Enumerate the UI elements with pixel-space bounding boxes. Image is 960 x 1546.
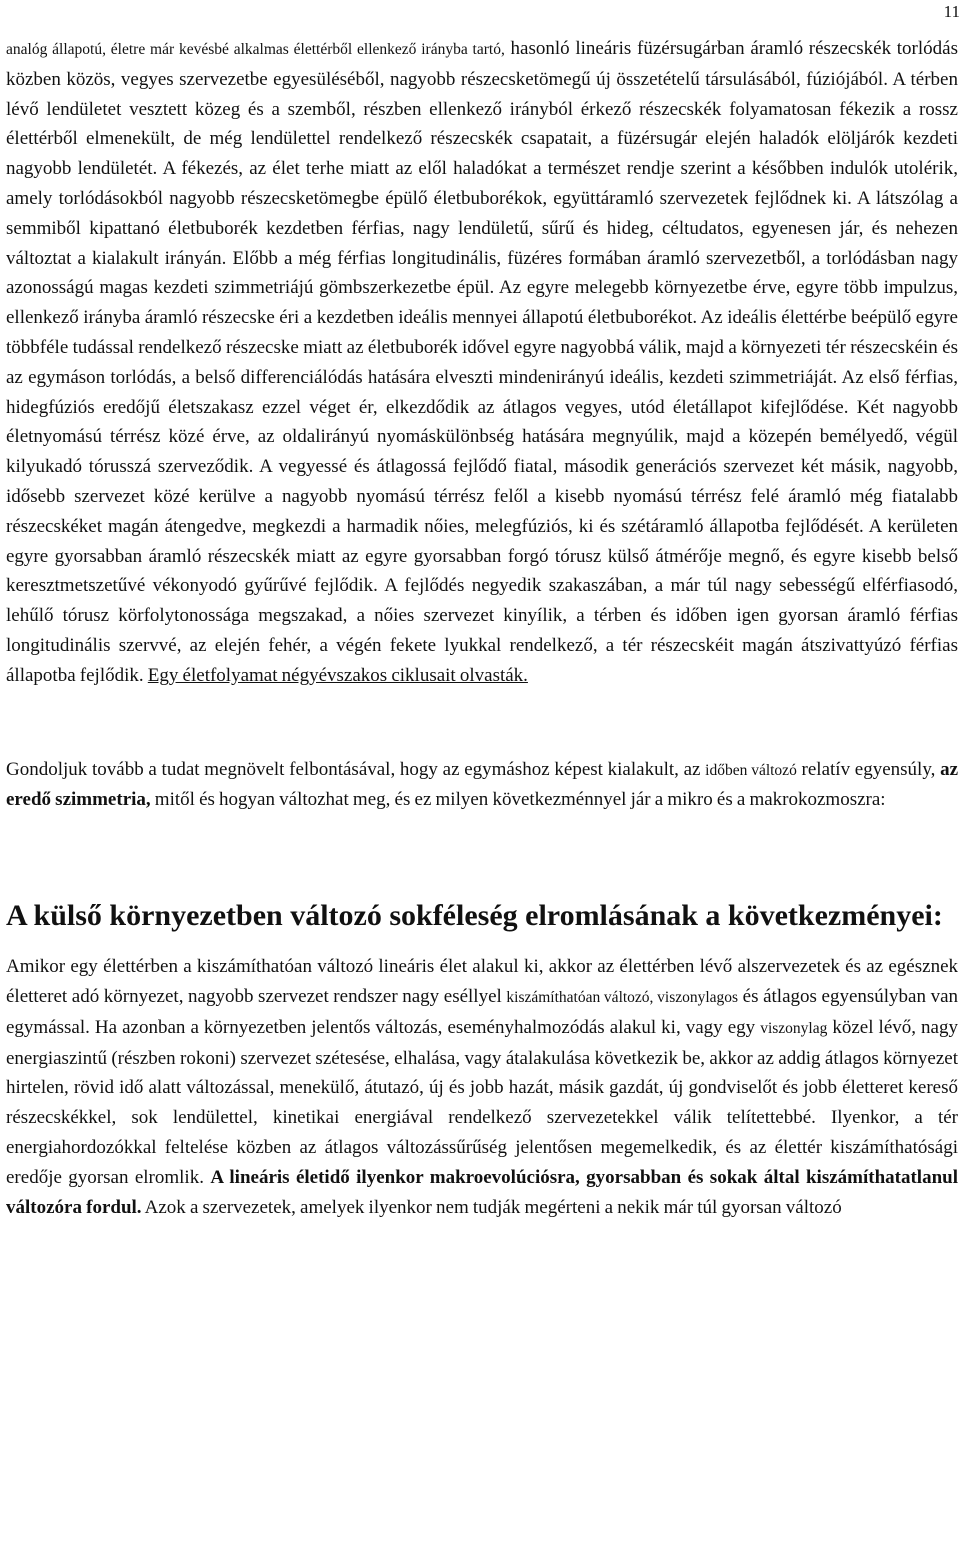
spacer <box>6 815 958 897</box>
underlined-sentence: Egy életfolyamat négyévszakos ciklusait olvasták. <box>147 664 528 686</box>
paragraph-text: közel lévő, nagy energiaszintű (részben rokoni) szervezet szétesése, elhalása, vagy átalakulása következik be, akkor az addig átlagos környezet hirtelen, rövid idő alatt változással, menekülő, átutazó, új és jobb hazát, másik gazdát, új gondviselőt és jobb életteret kereső részecskékkel, sok lendülettel, kinetikai energiával rendelkező szervezetekkel válik telítettebbé. Ilyenkor, a tér energiahordozókkal feltelése közben az átlagos változássűrűség jelentősen megemelkedik, és az élettér kiszámíthatósági eredője gyorsan elromlik. <box>6 1016 958 1188</box>
small-text: viszonylag <box>760 1019 828 1037</box>
spacer <box>6 691 958 755</box>
paragraph-text: és átlagos egyensúlyban van egymással. Ha azonban a környezetben jelentős változás, eseményhalmozódás alakul ki, vagy egy <box>6 985 958 1038</box>
paragraph-text: relatív egyensúly, <box>796 758 941 780</box>
paragraph-lead-small: analóg állapotú, életre már kevésbé alkalmas élettérből ellenkező irányba tartó, <box>6 41 505 58</box>
paragraph-text: Azok a szervezetek, amelyek ilyenkor nem tudják megérteni a nekik már túl gyorsan változó <box>141 1196 842 1218</box>
paragraph-text: Gondoljuk tovább a tudat megnövelt felbontásával, hogy az egymáshoz képest kialakult, az <box>6 758 706 780</box>
small-text: kiszámíthatóan változó, viszonylagos <box>506 988 739 1006</box>
bold-phrase: az eredő szimmetria, <box>6 758 958 811</box>
paragraph-symmetry <box>6 755 958 816</box>
bold-sentence: A lineáris életidő ilyenkor makroevolúciósra, gyorsabban és sokak által kiszámíthatatlanul változóra fordul. <box>6 1166 958 1218</box>
paragraph-text: Amikor egy élettérben a kiszámíthatóan változó lineáris élet alakul ki, akkor az élettérben lévő alszervezetek és az egésznek életteret adó környezet, nagyobb szervezet rendszer nagy eséllyel <box>6 956 958 1007</box>
page-number: 11 <box>943 2 960 21</box>
paragraph-lifecycle <box>6 34 958 691</box>
small-text: időben változó <box>705 761 797 779</box>
paragraph-text: hasonló lineáris füzérsugárban áramló részecskék torlódás közben közös, vegyes szervezetbe egyesüléséből, nagyobb részecsketömegű új összetételű társulásából, fúziójából. A térben lévő lendületet vesztett közeg és a szemből, részben ellenkező irányból érkező részecskék folyamatosan fékezik a rossz élettérből elmenekült, de még lendülettel rendelkező részecskék csapatait, a füzérsugár elején haladók elöljárók kezdeti nagyobb lendületét. A fékezés, az élet terhe miatt az elől haladókat a természet rendje szerint a későbben indulók utolérik, amely torlódásokból nagyobb részecsketömegbe épülő életbuborékok, együttáramló szervezetek fejlődnek ki. A látszólag a semmiből kipattanó életbuborék kezdetben férfias, nagy lendületű, sűrű és hideg, céltudatos, egyenesen jár, és nehezen változtat a kialakult irányán. Előbb a még férfias longitudinális, füzéres formában áramló szervezetből, a torlódásban nagy azonosságú magas kezdeti szimmetriájú gömbszerkezetbe épül. Az egyre melegebb környezetbe érve, egyre több impulzus, ellenkező irányba áramló részecske éri a kezdetben ideális mennyei állapotú életbuborékot. Az ideális élettérbe beépülő egyre többféle tudással rendelkező részecske miatt az életbuborék idővel egyre nagyobbá válik, majd a környezeti tér részecskéin és az egymáson torlódás, a belső differenciálódás hatására elveszti mindenirányú ideális, kezdeti szimmetriáját. Az első férfias, hidegfúziós eredőjű életszakasz ezzel véget ér, elkezdődik az átlagos vegyes, utód életállapot kifejlődése. Két nagyobb életnyomású térrész közé érve, az oldalirányú nyomáskülönbség hatására megnyúlik, majd a közepén bemélyedő, végül kilyukadó tórusszá szerveződik. A vegyessé és átlagossá fejlődő fiatal, második generációs szervezet két másik, nagyobb, idősebb szervezet közé kerülve a nagyobb nyomású térrész felől a kisebb nyomású térrész felé áramló még fiatalabb részecskéket magán átengedve, megkezdi a harmadik nőies, melegfúziós, ki és szétáramló állapotba fejlődését. A kerületen egyre gyorsabban áramló részecskék miatt az egyre gyorsabban forgó tórusz külső átmérője megnő, és egyre kisebb belső keresztmetszetűvé vékonyodó gyűrűvé fejlődik. A fejlődés negyedik szakaszában, a már túl nagy sebességű elférfiasodó, lehűlő tórusz körfolytonossága megszakad, a nőies szervezet kinyílik, a térben és időben igen gyorsan áramló férfias longitudinális szervvé, az elején fehér, a végén fekete lyukkal rendelkező, a tér részecskéit magán átszivattyúzó férfias állapotba fejlődik. <box>6 38 958 686</box>
document-body <box>6 34 958 1222</box>
paragraph-environment <box>6 952 958 1222</box>
section-heading: A külső környezetben változó sokféleség elromlásának a következményei: <box>6 899 943 933</box>
paragraph-text: mitől és hogyan változhat meg, és ez milyen következménnyel jár a mikro és a makrokozmoszra: <box>150 789 886 811</box>
